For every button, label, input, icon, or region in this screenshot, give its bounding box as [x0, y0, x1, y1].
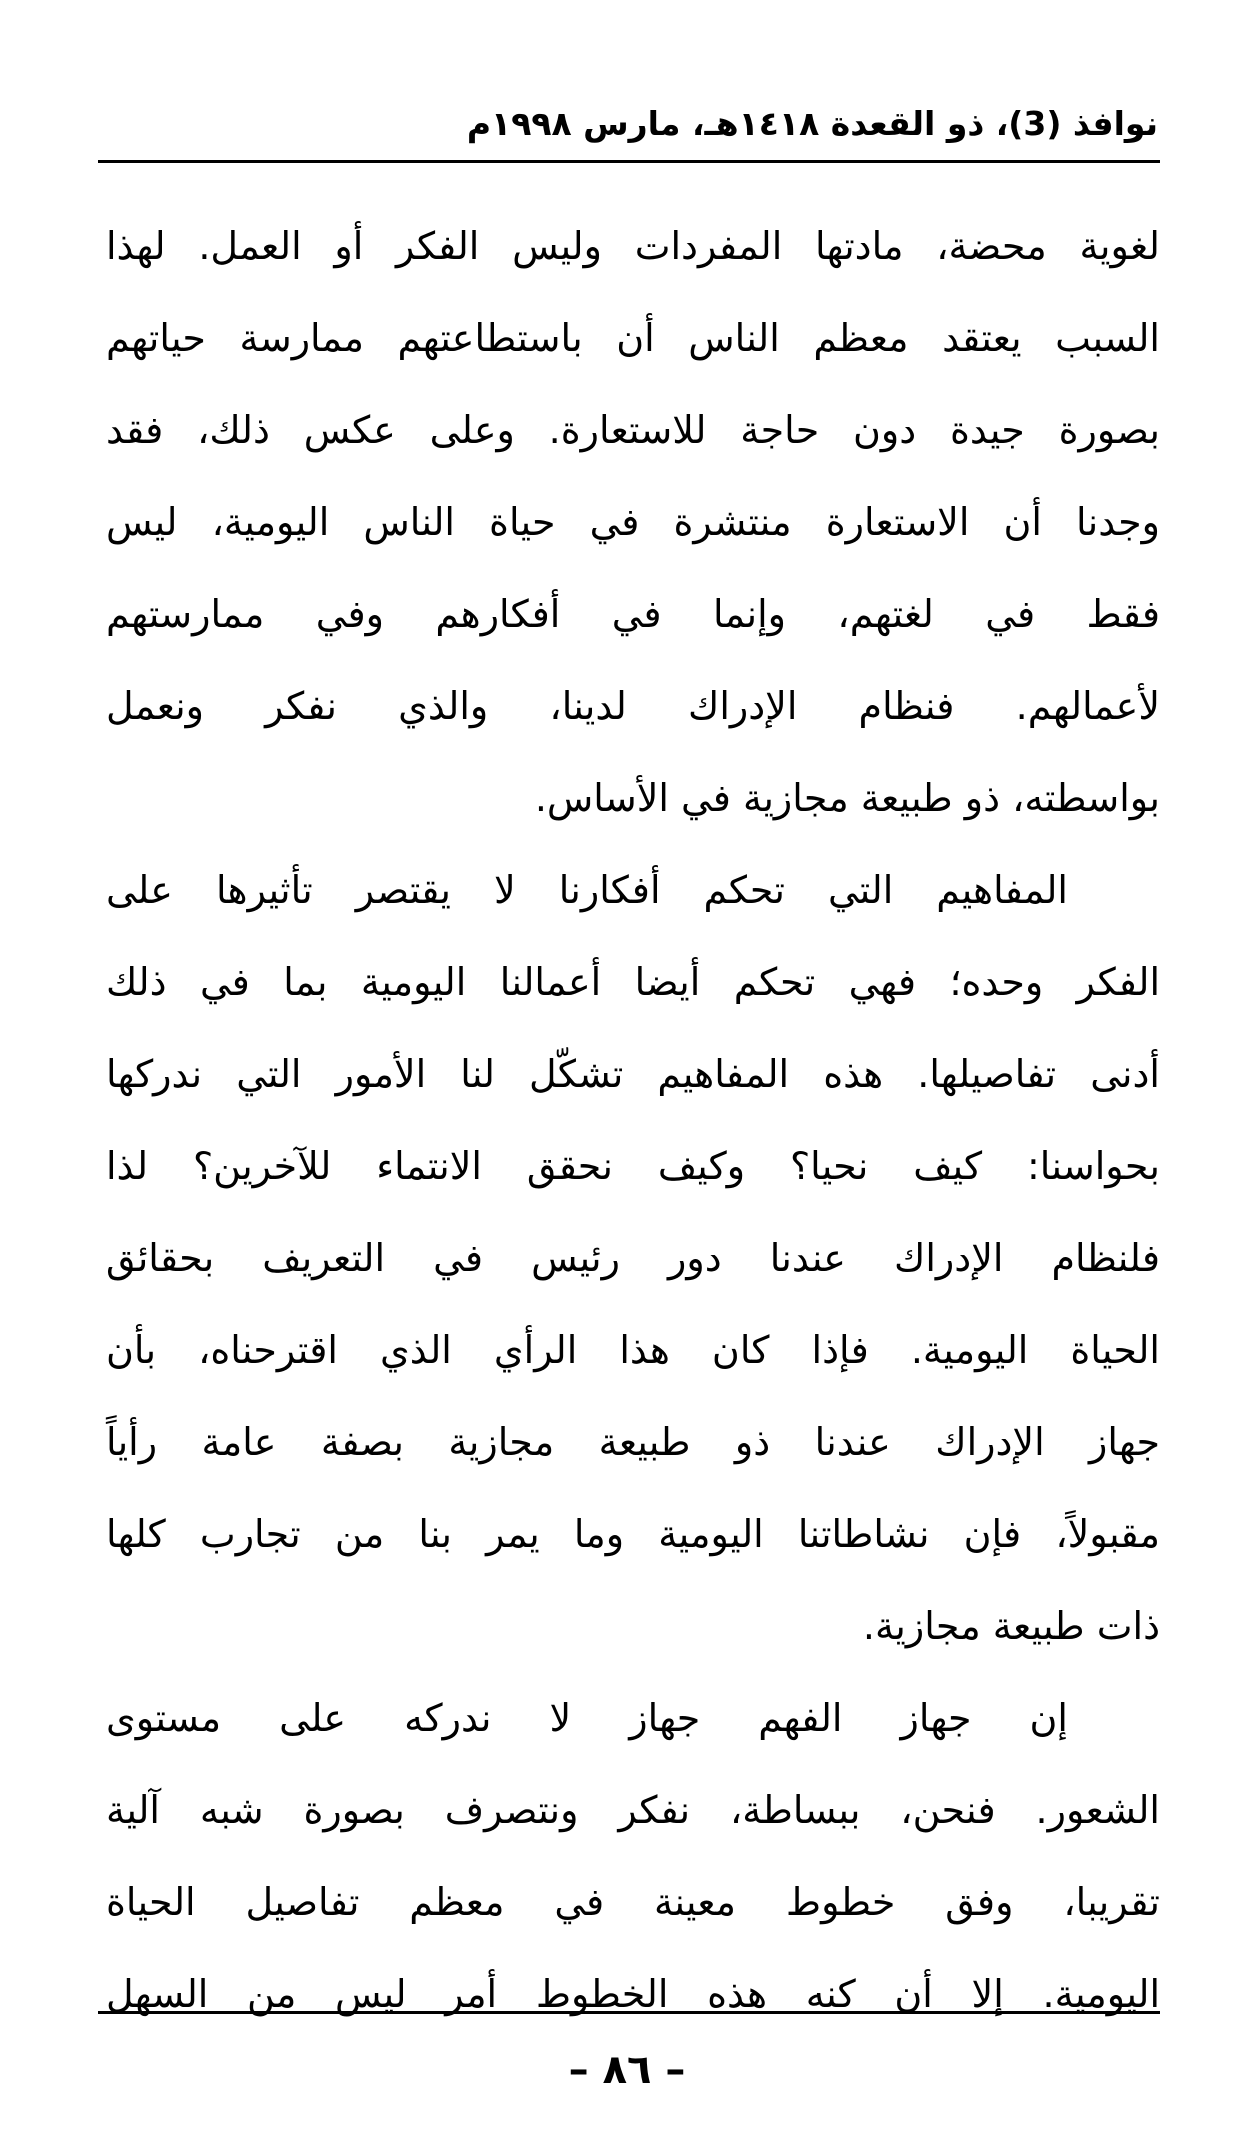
text-line: الشعور. فنحن، ببساطة، نفكر ونتصرف بصورة شبه آلية	[106, 1788, 1160, 1832]
text-line: بحواسنا: كيف نحيا؟ وكيف نحقق الانتماء للآخرين؟ لذا	[106, 1144, 1160, 1188]
text-line: فلنظام الإدراك عندنا دور رئيس في التعريف بحقائق	[106, 1236, 1160, 1280]
text-line: مقبولاً، فإن نشاطاتنا اليومية وما يمر بنا من تجارب كلها	[106, 1512, 1160, 1556]
text-line: أدنى تفاصيلها. هذه المفاهيم تشكّل لنا الأمور التي ندركها	[106, 1052, 1160, 1096]
text-line: السبب يعتقد معظم الناس أن باستطاعتهم ممارسة حياتهم	[106, 316, 1160, 360]
body-text	[106, 200, 1160, 2040]
footer-rule	[98, 2011, 1160, 2014]
text-line: الحياة اليومية. فإذا كان هذا الرأي الذي اقترحناه، بأن	[106, 1328, 1160, 1372]
text-line: ذات طبيعة مجازية.	[862, 1604, 1160, 1648]
text-line: المفاهيم التي تحكم أفكارنا لا يقتصر تأثيرها على	[106, 868, 1068, 912]
text-line: الفكر وحده؛ فهي تحكم أيضا أعمالنا اليومية بما في ذلك	[106, 960, 1160, 1004]
text-line: وجدنا أن الاستعارة منتشرة في حياة الناس اليومية، ليس	[106, 500, 1160, 544]
text-line: جهاز الإدراك عندنا ذو طبيعة مجازية بصفة عامة رأياً	[106, 1420, 1160, 1464]
text-line: لغوية محضة، مادتها المفردات وليس الفكر أو العمل. لهذا	[106, 224, 1160, 268]
running-header: نوافذ (3)، ذو القعدة ١٤١٨هـ، مارس ١٩٩٨م	[466, 104, 1158, 143]
text-line: فقط في لغتهم، وإنما في أفكارهم وفي ممارستهم	[106, 592, 1160, 636]
header-rule	[98, 160, 1160, 163]
paragraph-3	[106, 1672, 1160, 2040]
text-line: بواسطته، ذو طبيعة مجازية في الأساس.	[534, 776, 1160, 820]
text-line: اليومية. إلا أن كنه هذه الخطوط أمر ليس من السهل	[106, 1972, 1160, 2016]
page-number: – ٨٦ –	[568, 2047, 686, 2093]
text-line: إن جهاز الفهم جهاز لا ندركه على مستوى	[106, 1696, 1068, 1740]
text-line: لأعمالهم. فنظام الإدراك لدينا، والذي نفكر ونعمل	[106, 684, 1160, 728]
paragraph-2	[106, 844, 1160, 1672]
text-line: تقريبا، وفق خطوط معينة في معظم تفاصيل الحياة	[106, 1880, 1160, 1924]
paragraph-1	[106, 200, 1160, 844]
text-line: بصورة جيدة دون حاجة للاستعارة. وعلى عكس ذلك، فقد	[106, 408, 1160, 452]
